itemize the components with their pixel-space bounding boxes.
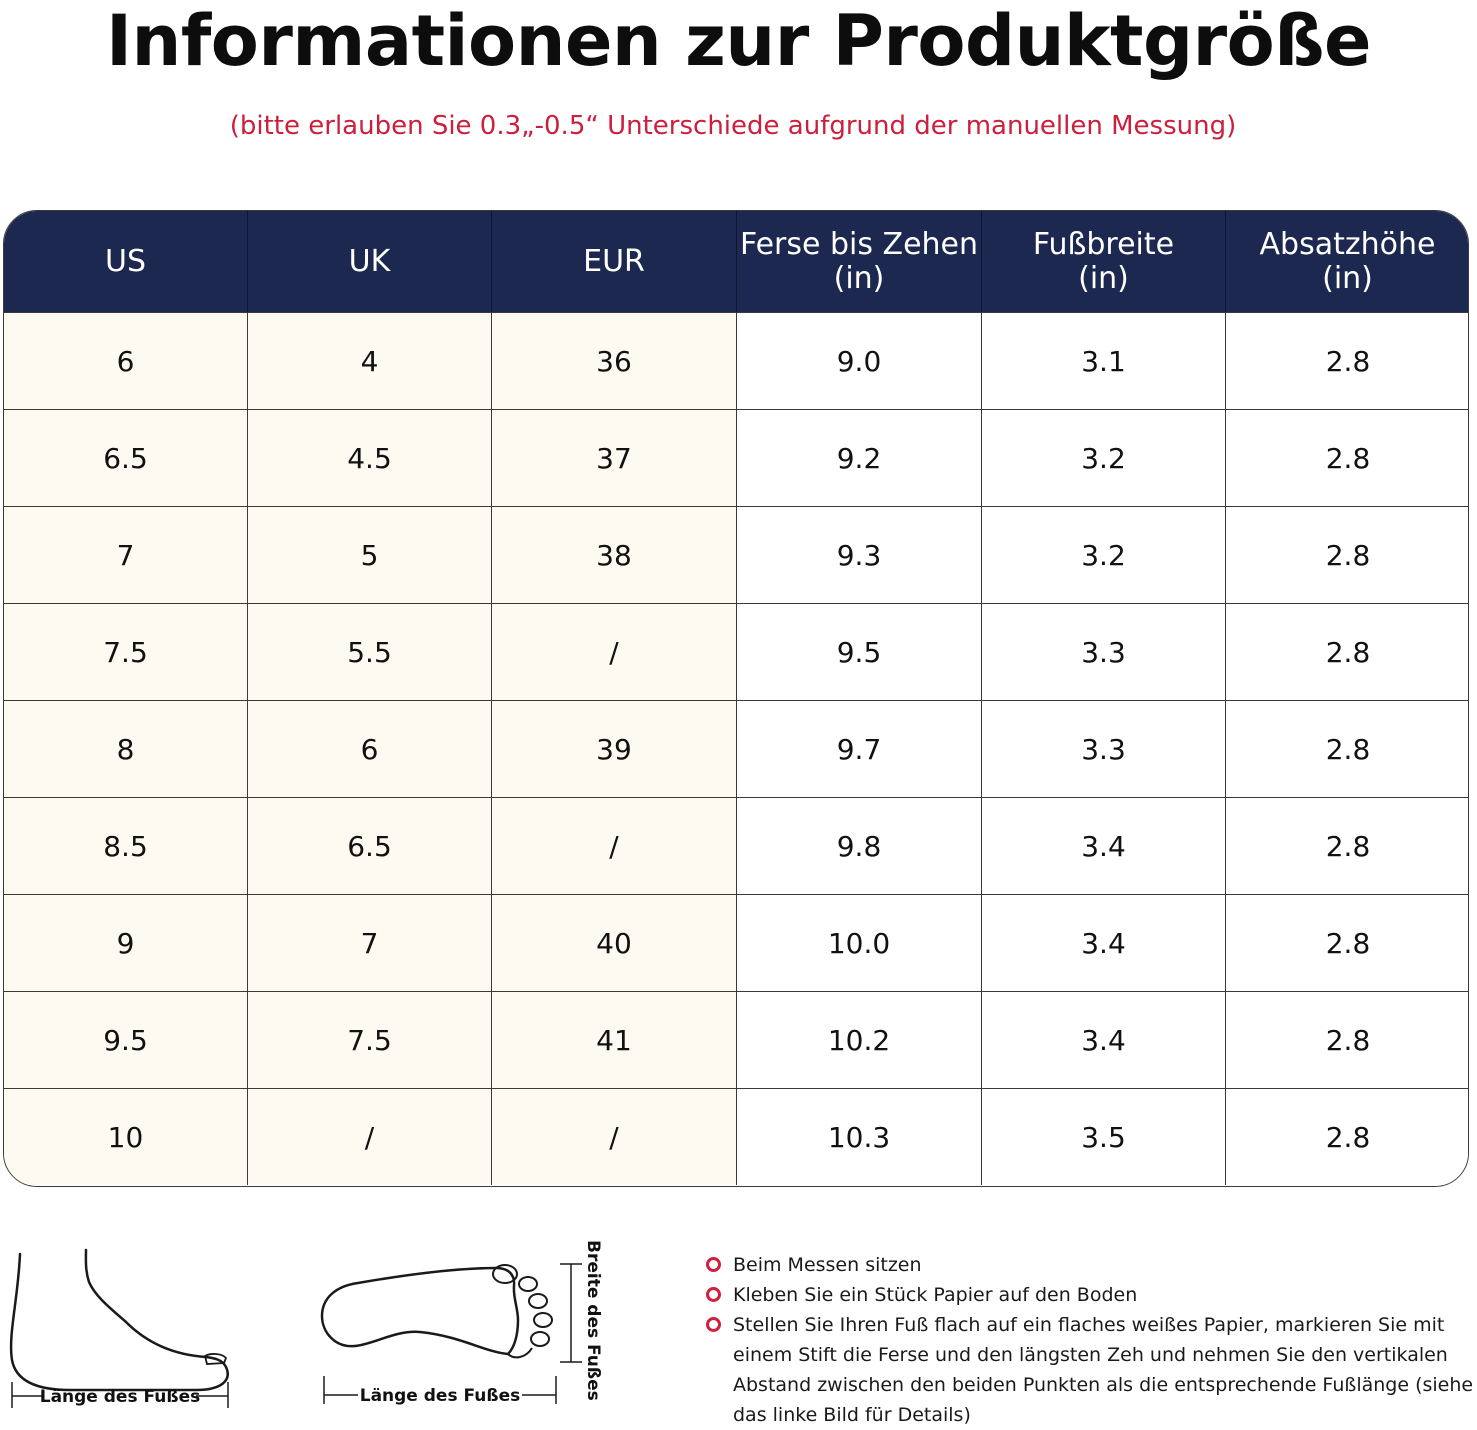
- bullet-circle-icon: [706, 1287, 721, 1302]
- table-cell: 2.8: [1226, 409, 1469, 506]
- table-cell: 7: [4, 506, 248, 603]
- table-cell: 3.1: [982, 312, 1226, 409]
- table-cell: 5.5: [248, 603, 492, 700]
- column-header-label: EUR: [583, 243, 645, 279]
- table-cell: 2.8: [1226, 797, 1469, 894]
- top-foot-illustration: [300, 1236, 620, 1420]
- table-cell: /: [492, 1088, 737, 1185]
- table-cell: 6.5: [248, 797, 492, 894]
- table-cell: 10.2: [737, 991, 982, 1088]
- measurement-tolerance-note: (bitte erlauben Sie 0.3„-0.5“ Unterschiede aufgrund der manuellen Messung): [229, 111, 1237, 141]
- table-cell: 9.5: [4, 991, 248, 1088]
- table-cell: 40: [492, 894, 737, 991]
- table-cell: 6.5: [4, 409, 248, 506]
- column-header: [4, 211, 248, 312]
- table-cell: 3.4: [982, 797, 1226, 894]
- table-cell: 3.4: [982, 894, 1226, 991]
- table-cell: 10: [4, 1088, 248, 1185]
- bullet-circle-icon: [706, 1257, 721, 1272]
- column-header-label: US: [104, 243, 146, 279]
- table-cell: 2.8: [1226, 700, 1469, 797]
- table-cell: 5: [248, 506, 492, 603]
- table-cell: /: [248, 1088, 492, 1185]
- table-cell: 37: [492, 409, 737, 506]
- table-cell: 39: [492, 700, 737, 797]
- top-foot-width-label: Breite des Fußes: [583, 1240, 603, 1401]
- table-cell: 4.5: [248, 409, 492, 506]
- table-cell: 4: [248, 312, 492, 409]
- table-cell: 6: [248, 700, 492, 797]
- table-cell: 9.0: [737, 312, 982, 409]
- table-cell: 3.3: [982, 603, 1226, 700]
- column-header-label: Absatzhöhe (in): [1259, 226, 1436, 296]
- table-cell: 7.5: [4, 603, 248, 700]
- table-cell: 3.2: [982, 506, 1226, 603]
- column-header-label: Fußbreite (in): [1032, 226, 1175, 296]
- page-title: Informationen zur Produktgröße: [105, 0, 1372, 82]
- tip-item: [704, 1250, 1474, 1280]
- table-cell: 2.8: [1226, 506, 1469, 603]
- table-cell: 9.2: [737, 409, 982, 506]
- table-cell: 8: [4, 700, 248, 797]
- tip-item: [704, 1280, 1474, 1310]
- column-header: [248, 211, 492, 312]
- column-header: [492, 211, 737, 312]
- column-header: [982, 211, 1226, 312]
- table-cell: /: [492, 603, 737, 700]
- size-chart-table: [3, 210, 1469, 1187]
- table-cell: 36: [492, 312, 737, 409]
- table-cell: 2.8: [1226, 991, 1469, 1088]
- tip-text: Beim Messen sitzen: [733, 1254, 922, 1276]
- table-cell: 2.8: [1226, 1088, 1469, 1185]
- table-cell: 3.2: [982, 409, 1226, 506]
- table-cell: 3.3: [982, 700, 1226, 797]
- table-cell: 9.3: [737, 506, 982, 603]
- table-cell: 7: [248, 894, 492, 991]
- tip-item: [704, 1310, 1474, 1430]
- table-cell: 2.8: [1226, 312, 1469, 409]
- column-header: [1226, 211, 1469, 312]
- table-cell: 9: [4, 894, 248, 991]
- column-header-label: UK: [348, 243, 391, 279]
- table-cell: 7.5: [248, 991, 492, 1088]
- table-cell: 8.5: [4, 797, 248, 894]
- measurement-tips-list: [704, 1250, 1474, 1430]
- table-cell: 3.5: [982, 1088, 1226, 1185]
- tip-text: Kleben Sie ein Stück Papier auf den Boden: [733, 1284, 1138, 1306]
- side-foot-length-label: Länge des Fußes: [39, 1387, 201, 1407]
- table-cell: 9.7: [737, 700, 982, 797]
- table-cell: 41: [492, 991, 737, 1088]
- table-cell: 9.8: [737, 797, 982, 894]
- table-cell: 2.8: [1226, 894, 1469, 991]
- table-cell: 38: [492, 506, 737, 603]
- table-cell: 9.5: [737, 603, 982, 700]
- column-header: [737, 211, 982, 312]
- table-cell: /: [492, 797, 737, 894]
- tip-text: Stellen Sie Ihren Fuß flach auf ein flaches weißes Papier, markieren Sie mit einem Stift die Ferse und den längsten Zeh und nehmen Sie den vertikalen Abstand zwischen den beiden Punkten als die entsprechende Fußlänge (siehe das linke Bild für Details): [733, 1314, 1474, 1426]
- table-cell: 2.8: [1226, 603, 1469, 700]
- top-foot-length-label: Länge des Fußes: [359, 1386, 521, 1406]
- table-cell: 10.3: [737, 1088, 982, 1185]
- table-cell: 6: [4, 312, 248, 409]
- table-cell: 3.4: [982, 991, 1226, 1088]
- bullet-circle-icon: [706, 1317, 721, 1332]
- column-header-label: Ferse bis Zehen (in): [739, 226, 979, 296]
- table-cell: 10.0: [737, 894, 982, 991]
- side-foot-illustration: [0, 1240, 240, 1420]
